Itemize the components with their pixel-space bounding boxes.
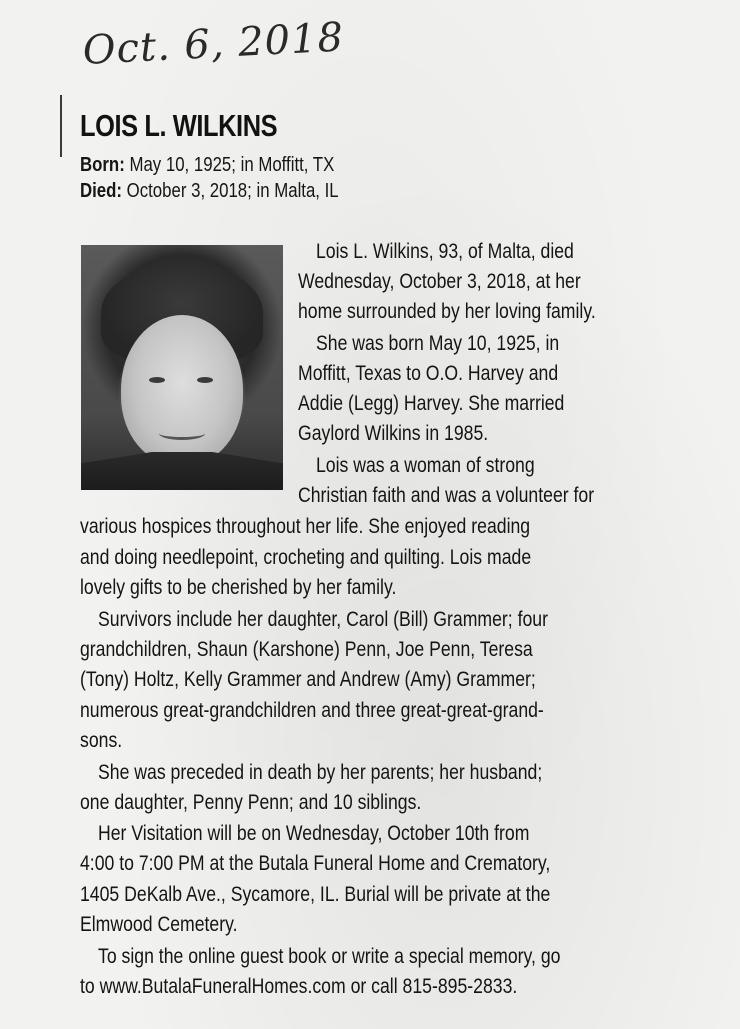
born-line	[80, 154, 334, 177]
obituary-line: Christian faith and was a volunteer for	[298, 484, 595, 507]
obituary-line: Addie (Legg) Harvey. She married	[298, 392, 565, 415]
obituary-line: to www.ButalaFuneralHomes.com or call 815-895-2833.	[80, 975, 518, 998]
obituary-line: one daughter, Penny Penn; and 10 siblings.	[80, 791, 422, 814]
obituary-line: Her Visitation will be on Wednesday, October 10th from	[98, 822, 530, 845]
obituary-line: grandchildren, Shaun (Karshone) Penn, Joe Penn, Teresa	[80, 638, 533, 661]
born-value: May 10, 1925; in Moffitt, TX	[124, 154, 335, 176]
obituary-line: Survivors include her daughter, Carol (Bill) Grammer; four	[98, 608, 548, 631]
obituary-name-heading: LOIS L. WILKINS	[80, 108, 278, 143]
photo-face	[121, 315, 243, 465]
obituary-line: sons.	[80, 729, 123, 752]
photo-eye-left	[149, 377, 165, 383]
column-rule	[60, 95, 62, 157]
obituary-line: numerous great-grandchildren and three great-great-grand-	[80, 699, 544, 722]
obituary-line: She was preceded in death by her parents; her husband;	[98, 761, 543, 784]
obituary-line: lovely gifts to be cherished by her family.	[80, 576, 397, 599]
born-label: Born:	[80, 154, 125, 176]
photo-eye-right	[197, 377, 213, 383]
obituary-line: and doing needlepoint, crocheting and quilting. Lois made	[80, 546, 532, 569]
obituary-line: She was born May 10, 1925, in	[316, 332, 560, 355]
obituary-line: Lois L. Wilkins, 93, of Malta, died	[316, 240, 574, 263]
obituary-line: Moffitt, Texas to O.O. Harvey and	[298, 362, 559, 385]
obituary-line: Elmwood Cemetery.	[80, 913, 238, 936]
obituary-line: To sign the online guest book or write a special memory, go	[98, 945, 561, 968]
photo-mouth	[159, 427, 205, 440]
handwritten-date: Oct. 6, 2018	[81, 14, 346, 74]
obituary-line: 1405 DeKalb Ave., Sycamore, IL. Burial will be private at the	[80, 883, 551, 906]
died-label: Died:	[80, 180, 122, 202]
obituary-line: Wednesday, October 3, 2018, at her	[298, 270, 581, 293]
obituary-line: Gaylord Wilkins in 1985.	[298, 422, 489, 445]
obituary-line: (Tony) Holtz, Kelly Grammer and Andrew (Amy) Grammer;	[80, 668, 536, 691]
portrait-photo	[81, 245, 283, 490]
obituary-line: home surrounded by her loving family.	[298, 300, 596, 323]
obituary-line: 4:00 to 7:00 PM at the Butala Funeral Home and Crematory,	[80, 852, 551, 875]
photo-collar	[81, 452, 283, 490]
obituary-line: various hospices throughout her life. She enjoyed reading	[80, 515, 531, 538]
died-value: October 3, 2018; in Malta, IL	[122, 180, 339, 202]
died-line	[80, 180, 339, 203]
obituary-line: Lois was a woman of strong	[316, 454, 535, 477]
